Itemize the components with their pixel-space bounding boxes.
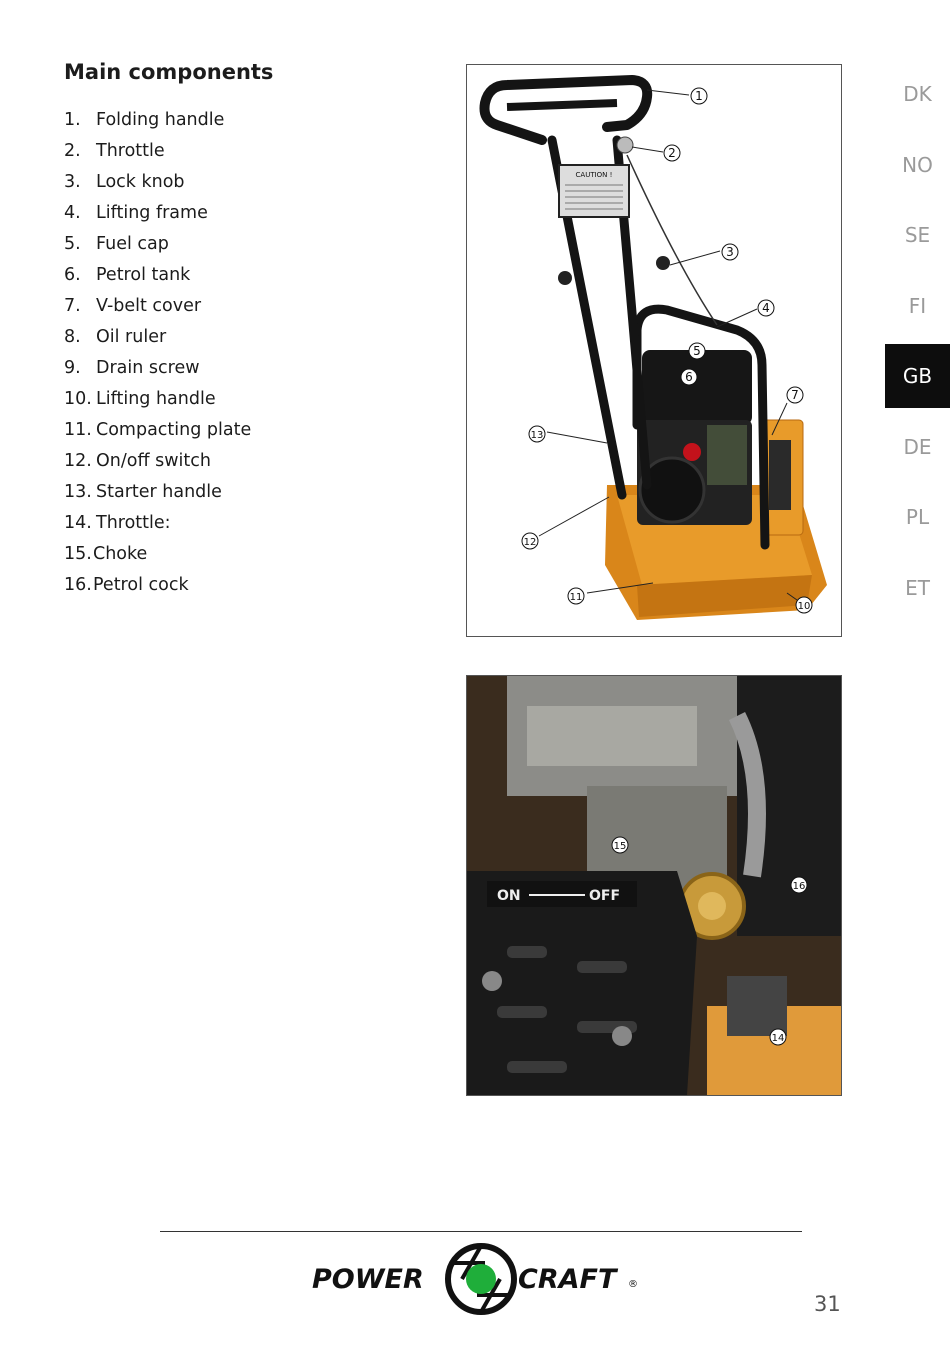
lang-tab-et[interactable]: ET: [905, 575, 930, 600]
logo-registered-mark: ®: [628, 1279, 638, 1290]
item-number: 6.: [64, 265, 81, 285]
logo-graphic: [310, 1243, 640, 1317]
list-item: [64, 139, 251, 170]
list-item: [64, 170, 251, 201]
lang-tab-dk[interactable]: DK: [903, 82, 932, 106]
list-item: [64, 542, 251, 573]
callout-5: [689, 343, 705, 359]
item-label: Folding handle: [96, 110, 225, 130]
language-nav: [885, 62, 950, 626]
petrol-tank-shape: [642, 350, 752, 425]
page-title: Main components: [64, 60, 274, 84]
list-item: [64, 325, 251, 356]
footer-divider: [160, 1231, 802, 1232]
power-craft-logo: [310, 1243, 640, 1321]
engine-closeup-figure: [466, 675, 842, 1096]
handle-crossbar: [507, 103, 617, 107]
callout-6: [681, 369, 697, 385]
callout-13: [529, 426, 545, 442]
item-label: Petrol cock: [93, 575, 189, 595]
callout-3: [722, 244, 738, 260]
lang-tab-no[interactable]: NO: [902, 152, 933, 177]
cover-bolt: [482, 971, 502, 991]
svg-text:14: 14: [771, 1033, 785, 1044]
lang-tab-se[interactable]: SE: [904, 223, 931, 247]
compactor-illustration: [467, 65, 841, 636]
logo-text-power: POWER: [312, 1264, 424, 1295]
item-label: Lock knob: [96, 172, 185, 192]
callout-12: [522, 533, 538, 549]
lock-knob-left: [558, 271, 572, 285]
caution-text: CAUTION !: [575, 171, 613, 179]
switch-on-label: ON: [497, 888, 521, 904]
list-item: [64, 356, 251, 387]
item-label: Lifting handle: [96, 389, 216, 409]
svg-text:6: 6: [685, 370, 693, 384]
callout-11: [568, 588, 584, 604]
item-label: Throttle:: [96, 513, 171, 533]
svg-text:12: 12: [523, 537, 537, 548]
switch-off-label: OFF: [589, 888, 621, 904]
svg-text:1: 1: [695, 89, 703, 103]
callout-10: [796, 597, 812, 613]
list-item: [64, 232, 251, 263]
callout-2: [664, 145, 680, 161]
engine-closeup-illustration: [467, 676, 841, 1095]
item-label: Petrol tank: [96, 265, 191, 285]
item-number: 16.: [64, 575, 92, 595]
item-label: Lifting frame: [96, 203, 208, 223]
list-item: [64, 573, 251, 604]
item-number: 9.: [64, 358, 81, 378]
svg-text:3: 3: [726, 245, 734, 259]
item-label: Compacting plate: [96, 420, 252, 440]
lang-tab-fi[interactable]: FI: [908, 293, 927, 318]
item-number: 3.: [64, 172, 81, 192]
svg-text:2: 2: [668, 146, 676, 160]
warning-label: [769, 440, 791, 510]
item-label: Throttle: [96, 141, 165, 161]
list-item: [64, 201, 251, 232]
item-number: 14.: [64, 513, 92, 533]
svg-text:5: 5: [693, 344, 701, 358]
callout-1: [691, 88, 707, 104]
lang-tab-de[interactable]: DE: [903, 434, 932, 459]
item-label: Choke: [93, 544, 148, 564]
item-label: Oil ruler: [96, 327, 167, 347]
svg-text:7: 7: [791, 388, 799, 402]
item-number: 4.: [64, 203, 81, 223]
item-label: V-belt cover: [96, 296, 202, 316]
list-item: [64, 511, 251, 542]
item-number: 1.: [64, 110, 81, 130]
callout-14: [770, 1029, 786, 1045]
components-list: [64, 108, 251, 604]
svg-text:13: 13: [530, 430, 544, 441]
compactor-overview-figure: [466, 64, 842, 637]
cover-bolt: [612, 1026, 632, 1046]
item-number: 11.: [64, 420, 92, 440]
item-number: 13.: [64, 482, 92, 502]
item-label: On/off switch: [96, 451, 211, 471]
callout-16: [791, 877, 807, 893]
item-number: 7.: [64, 296, 81, 316]
svg-text:16: 16: [792, 881, 806, 892]
throttle-cable: [627, 155, 717, 325]
lock-knob-right: [656, 256, 670, 270]
list-item: [64, 449, 251, 480]
logo-green-dot: [466, 1264, 496, 1294]
svg-text:15: 15: [613, 841, 627, 852]
list-item: [64, 418, 251, 449]
item-label: Starter handle: [96, 482, 222, 502]
list-item: [64, 294, 251, 325]
callout-7: [787, 387, 803, 403]
item-label: Drain screw: [96, 358, 200, 378]
lang-tab-pl[interactable]: PL: [905, 505, 930, 529]
item-label: Fuel cap: [96, 234, 169, 254]
item-number: 10.: [64, 389, 92, 409]
svg-text:4: 4: [762, 301, 770, 315]
svg-text:11: 11: [569, 592, 583, 603]
callout-15: [612, 837, 628, 853]
list-item: [64, 108, 251, 139]
item-number: 5.: [64, 234, 81, 254]
lang-tab-gb[interactable]: GB: [885, 344, 950, 408]
item-number: 12.: [64, 451, 92, 471]
list-item: [64, 480, 251, 511]
page-number: 31: [814, 1292, 841, 1316]
item-number: 15.: [64, 544, 92, 564]
item-number: 8.: [64, 327, 81, 347]
throttle-lever-shape: [617, 137, 633, 153]
item-number: 2.: [64, 141, 81, 161]
list-item: [64, 387, 251, 418]
callout-4: [758, 300, 774, 316]
list-item: [64, 263, 251, 294]
engine-detail: [707, 425, 747, 485]
engine-cap-red: [683, 443, 701, 461]
svg-text:10: 10: [797, 601, 811, 612]
logo-text-craft: CRAFT: [518, 1264, 617, 1295]
